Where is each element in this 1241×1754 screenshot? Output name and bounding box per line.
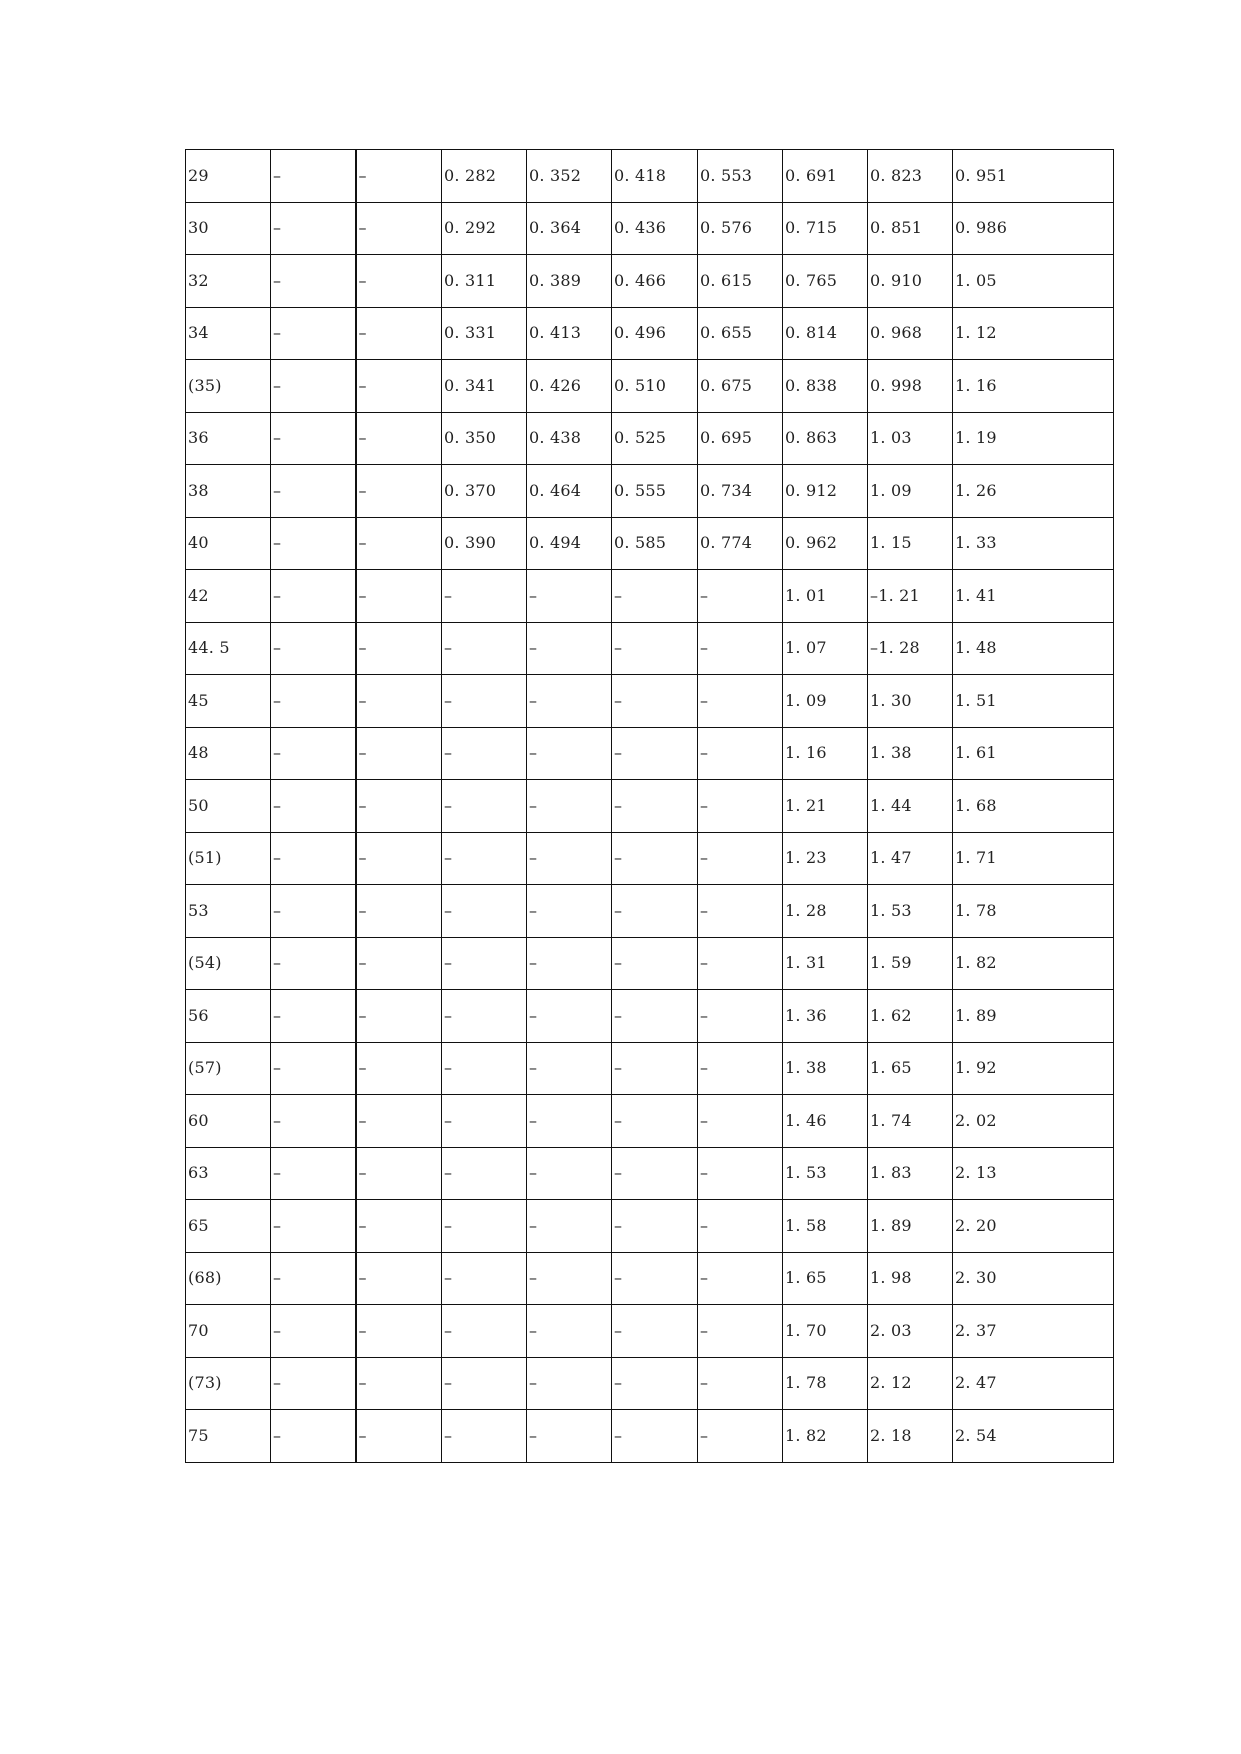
table-cell: 56	[186, 990, 271, 1043]
table-cell: 2. 02	[953, 1095, 1114, 1148]
table-cell: –	[271, 675, 356, 728]
table-cell: 36	[186, 412, 271, 465]
table-cell: –	[271, 1042, 356, 1095]
table-cell: –	[356, 727, 442, 780]
table-cell: –	[442, 1095, 527, 1148]
table-cell: 2. 20	[953, 1200, 1114, 1253]
table-cell: 0. 998	[868, 360, 953, 413]
table-row	[186, 1252, 1114, 1305]
table-cell: –	[612, 1042, 698, 1095]
table-cell: 0. 389	[527, 255, 612, 308]
table-cell: 42	[186, 570, 271, 623]
table-cell: 2. 18	[868, 1410, 953, 1463]
table-cell: –	[612, 885, 698, 938]
table-cell: 48	[186, 727, 271, 780]
table-cell: 1. 16	[953, 360, 1114, 413]
table-cell: –	[356, 780, 442, 833]
table-cell: 0. 426	[527, 360, 612, 413]
table-cell: 1. 09	[783, 675, 868, 728]
table-cell: –	[356, 885, 442, 938]
table-cell: –	[271, 937, 356, 990]
table-cell: –	[612, 1410, 698, 1463]
table-cell: –	[356, 1357, 442, 1410]
table-cell: 53	[186, 885, 271, 938]
table-cell: –	[356, 1410, 442, 1463]
table-cell: –	[698, 622, 783, 675]
table-row	[186, 202, 1114, 255]
table-cell: 1. 83	[868, 1147, 953, 1200]
table-cell: –	[356, 1147, 442, 1200]
table-cell: 70	[186, 1305, 271, 1358]
table-cell: –	[442, 1042, 527, 1095]
table-row	[186, 885, 1114, 938]
table-cell: –	[698, 990, 783, 1043]
table-cell: –	[356, 1252, 442, 1305]
table-cell: –	[442, 780, 527, 833]
table-cell: –	[356, 465, 442, 518]
table-cell: 1. 46	[783, 1095, 868, 1148]
table-cell: –	[527, 1200, 612, 1253]
table-cell: –	[271, 1252, 356, 1305]
table-row	[186, 1095, 1114, 1148]
table-cell: 1. 82	[953, 937, 1114, 990]
table-cell: 0. 765	[783, 255, 868, 308]
table-cell: (57)	[186, 1042, 271, 1095]
table-cell: 1. 65	[783, 1252, 868, 1305]
table-cell: –	[271, 990, 356, 1043]
table-cell: –	[271, 832, 356, 885]
table-cell: 1. 26	[953, 465, 1114, 518]
table-cell: 0. 851	[868, 202, 953, 255]
table-cell: 2. 12	[868, 1357, 953, 1410]
table-cell: –	[356, 307, 442, 360]
table-cell: –	[612, 1200, 698, 1253]
table-row	[186, 517, 1114, 570]
table-row	[186, 307, 1114, 360]
table-cell: 1. 98	[868, 1252, 953, 1305]
table-cell: 0. 951	[953, 150, 1114, 203]
table-cell: –1. 28	[868, 622, 953, 675]
table-cell: –	[527, 1095, 612, 1148]
table-cell: 1. 62	[868, 990, 953, 1043]
table-cell: –	[356, 937, 442, 990]
table-cell: 1. 12	[953, 307, 1114, 360]
table-cell: –	[698, 832, 783, 885]
table-cell: 1. 38	[783, 1042, 868, 1095]
table-cell: 50	[186, 780, 271, 833]
table-row	[186, 780, 1114, 833]
table-cell: 1. 47	[868, 832, 953, 885]
table-cell: 32	[186, 255, 271, 308]
table-cell: –	[612, 727, 698, 780]
table-cell: 0. 553	[698, 150, 783, 203]
table-cell: 0. 695	[698, 412, 783, 465]
table-cell: –	[442, 1305, 527, 1358]
table-cell: –	[698, 1200, 783, 1253]
table-cell: –	[442, 990, 527, 1043]
table-cell: –	[356, 990, 442, 1043]
table-row	[186, 360, 1114, 413]
table-cell: 0. 390	[442, 517, 527, 570]
table-cell: –	[612, 570, 698, 623]
table-cell: 1. 30	[868, 675, 953, 728]
table-cell: 0. 691	[783, 150, 868, 203]
table-cell: 2. 30	[953, 1252, 1114, 1305]
table-cell: –	[271, 307, 356, 360]
table-cell: –	[356, 1095, 442, 1148]
table-cell: 0. 655	[698, 307, 783, 360]
table-cell: 1. 38	[868, 727, 953, 780]
table-cell: 1. 89	[868, 1200, 953, 1253]
table-cell: 0. 814	[783, 307, 868, 360]
table-cell: 0. 823	[868, 150, 953, 203]
table-row	[186, 570, 1114, 623]
table-cell: 60	[186, 1095, 271, 1148]
table-cell: 2. 47	[953, 1357, 1114, 1410]
table-cell: 0. 370	[442, 465, 527, 518]
table-cell: 0. 962	[783, 517, 868, 570]
table-cell: 0. 910	[868, 255, 953, 308]
table-cell: 0. 311	[442, 255, 527, 308]
table-cell: 0. 418	[612, 150, 698, 203]
table-cell: –	[271, 202, 356, 255]
table-cell: 63	[186, 1147, 271, 1200]
table-cell: 0. 282	[442, 150, 527, 203]
table-cell: 1. 21	[783, 780, 868, 833]
table-cell: –	[356, 570, 442, 623]
table-cell: 0. 525	[612, 412, 698, 465]
table-cell: 1. 78	[783, 1357, 868, 1410]
table-cell: –	[527, 1042, 612, 1095]
table-cell: –	[271, 1357, 356, 1410]
table-cell: 0. 466	[612, 255, 698, 308]
table-cell: –	[612, 780, 698, 833]
table-cell: –	[527, 937, 612, 990]
table-row	[186, 412, 1114, 465]
table-row	[186, 622, 1114, 675]
table-cell: –	[527, 1252, 612, 1305]
table-cell: –	[442, 727, 527, 780]
table-cell: 40	[186, 517, 271, 570]
table-cell: 1. 01	[783, 570, 868, 623]
table-cell: –	[527, 675, 612, 728]
table-cell: –	[356, 832, 442, 885]
table-cell: –	[612, 1357, 698, 1410]
table-body	[186, 150, 1114, 1463]
table-row	[186, 150, 1114, 203]
table-cell: 1. 59	[868, 937, 953, 990]
table-cell: 2. 37	[953, 1305, 1114, 1358]
table-row	[186, 1200, 1114, 1253]
table-cell: –	[356, 255, 442, 308]
table-cell: –	[271, 622, 356, 675]
table-cell: 0. 675	[698, 360, 783, 413]
table-cell: –	[527, 570, 612, 623]
table-cell: 1. 82	[783, 1410, 868, 1463]
table-cell: 1. 28	[783, 885, 868, 938]
table-row	[186, 465, 1114, 518]
table-cell: –	[612, 990, 698, 1043]
table-cell: –	[612, 937, 698, 990]
table-cell: 0. 734	[698, 465, 783, 518]
table-cell: –	[442, 1252, 527, 1305]
table-cell: –	[612, 675, 698, 728]
table-cell: 1. 65	[868, 1042, 953, 1095]
table-cell: –	[271, 1095, 356, 1148]
table-cell: –	[612, 1147, 698, 1200]
table-cell: –	[271, 1200, 356, 1253]
table-cell: –	[527, 990, 612, 1043]
table-cell: 1. 31	[783, 937, 868, 990]
table-cell: –	[527, 832, 612, 885]
table-cell: –	[698, 1305, 783, 1358]
table-cell: 1. 89	[953, 990, 1114, 1043]
table-cell: –	[442, 885, 527, 938]
table-cell: 0. 364	[527, 202, 612, 255]
table-cell: 1. 78	[953, 885, 1114, 938]
table-row	[186, 990, 1114, 1043]
table-cell: 1. 51	[953, 675, 1114, 728]
table-cell: –	[527, 1147, 612, 1200]
table-cell: (35)	[186, 360, 271, 413]
table-cell: –	[527, 1410, 612, 1463]
table-cell: 1. 19	[953, 412, 1114, 465]
table-cell: –	[527, 727, 612, 780]
table-cell: –	[527, 885, 612, 938]
table-cell: 1. 71	[953, 832, 1114, 885]
table-cell: –	[442, 1147, 527, 1200]
table-cell: –	[271, 1147, 356, 1200]
table-cell: –	[698, 1410, 783, 1463]
table-cell: 2. 13	[953, 1147, 1114, 1200]
table-cell: 38	[186, 465, 271, 518]
table-cell: 1. 33	[953, 517, 1114, 570]
table-cell: 1. 92	[953, 1042, 1114, 1095]
table-cell: –	[356, 202, 442, 255]
table-cell: 1. 58	[783, 1200, 868, 1253]
table-cell: 0. 555	[612, 465, 698, 518]
table-cell: 0. 413	[527, 307, 612, 360]
table-cell: (73)	[186, 1357, 271, 1410]
table-cell: –	[442, 832, 527, 885]
table-cell: 0. 496	[612, 307, 698, 360]
table-cell: –	[356, 622, 442, 675]
table-row	[186, 255, 1114, 308]
table-cell: 0. 350	[442, 412, 527, 465]
table-cell: 2. 54	[953, 1410, 1114, 1463]
table-cell: –	[698, 885, 783, 938]
table-cell: 1. 16	[783, 727, 868, 780]
table-cell: –	[527, 1305, 612, 1358]
table-cell: –	[271, 1305, 356, 1358]
table-cell: –	[527, 622, 612, 675]
table-cell: –	[271, 465, 356, 518]
table-row	[186, 1042, 1114, 1095]
table-cell: 30	[186, 202, 271, 255]
table-cell: 1. 03	[868, 412, 953, 465]
table-cell: –	[698, 1252, 783, 1305]
table-row	[186, 1357, 1114, 1410]
table-cell: –	[527, 780, 612, 833]
table-cell: 1. 53	[783, 1147, 868, 1200]
table-cell: 1. 74	[868, 1095, 953, 1148]
table-cell: 0. 863	[783, 412, 868, 465]
table-cell: 0. 510	[612, 360, 698, 413]
table-cell: –	[356, 675, 442, 728]
table-cell: 0. 838	[783, 360, 868, 413]
table-cell: –	[442, 622, 527, 675]
table-cell: 1. 70	[783, 1305, 868, 1358]
table-cell: 0. 615	[698, 255, 783, 308]
table-cell: –	[698, 1095, 783, 1148]
table-row	[186, 727, 1114, 780]
table-cell: –	[698, 1042, 783, 1095]
table-cell: –	[442, 1410, 527, 1463]
table-cell: –	[442, 937, 527, 990]
table-cell: 65	[186, 1200, 271, 1253]
table-cell: –	[698, 727, 783, 780]
table-row	[186, 832, 1114, 885]
table-cell: 1. 23	[783, 832, 868, 885]
table-row	[186, 1147, 1114, 1200]
table-cell: –	[356, 412, 442, 465]
table-cell: 2. 03	[868, 1305, 953, 1358]
table-cell: –	[612, 1305, 698, 1358]
table-cell: –	[698, 570, 783, 623]
table-cell: (54)	[186, 937, 271, 990]
data-table	[185, 149, 1114, 1463]
table-cell: 0. 494	[527, 517, 612, 570]
table-cell: 0. 576	[698, 202, 783, 255]
table-cell: –	[612, 832, 698, 885]
table-cell: 1. 15	[868, 517, 953, 570]
table-cell: –	[356, 150, 442, 203]
table-cell: –	[612, 622, 698, 675]
table-cell: –	[271, 412, 356, 465]
table-cell: –	[356, 1042, 442, 1095]
table-cell: –	[271, 150, 356, 203]
table-cell: –	[698, 675, 783, 728]
table-cell: 29	[186, 150, 271, 203]
table-cell: 0. 774	[698, 517, 783, 570]
table-cell: –	[698, 1357, 783, 1410]
table-cell: –	[527, 1357, 612, 1410]
table-cell: 0. 912	[783, 465, 868, 518]
table-cell: –	[698, 937, 783, 990]
table-cell: –	[356, 1200, 442, 1253]
table-cell: (68)	[186, 1252, 271, 1305]
table-cell: –	[271, 255, 356, 308]
table-cell: –	[698, 1147, 783, 1200]
table-cell: 0. 464	[527, 465, 612, 518]
table-row	[186, 937, 1114, 990]
table-cell: 0. 968	[868, 307, 953, 360]
table-cell: 44. 5	[186, 622, 271, 675]
table-cell: 1. 05	[953, 255, 1114, 308]
table-cell: –	[271, 360, 356, 413]
table-cell: –	[612, 1252, 698, 1305]
table-cell: –	[442, 570, 527, 623]
table-cell: 1. 68	[953, 780, 1114, 833]
table-cell: 1. 44	[868, 780, 953, 833]
table-cell: 0. 438	[527, 412, 612, 465]
table-cell: –	[271, 885, 356, 938]
table-cell: 1. 07	[783, 622, 868, 675]
table-cell: 75	[186, 1410, 271, 1463]
table-cell: 34	[186, 307, 271, 360]
table-cell: 1. 09	[868, 465, 953, 518]
table-cell: –	[612, 1095, 698, 1148]
table-row	[186, 675, 1114, 728]
table-cell: –	[356, 1305, 442, 1358]
table-cell: –	[271, 517, 356, 570]
table-cell: –	[356, 517, 442, 570]
table-cell: 1. 61	[953, 727, 1114, 780]
table-row	[186, 1305, 1114, 1358]
table-row	[186, 1410, 1114, 1463]
table-cell: 0. 715	[783, 202, 868, 255]
table-cell: 0. 352	[527, 150, 612, 203]
table-cell: 0. 585	[612, 517, 698, 570]
table-cell: 0. 436	[612, 202, 698, 255]
table-cell: 0. 341	[442, 360, 527, 413]
table-cell: –	[271, 780, 356, 833]
table-cell: –	[271, 1410, 356, 1463]
table-cell: –	[698, 780, 783, 833]
table-cell: –	[356, 360, 442, 413]
table-cell: –	[442, 675, 527, 728]
table-cell: 0. 986	[953, 202, 1114, 255]
table-cell: 1. 48	[953, 622, 1114, 675]
table-cell: –	[442, 1357, 527, 1410]
table-cell: –	[271, 727, 356, 780]
table-cell: 45	[186, 675, 271, 728]
table-cell: 1. 41	[953, 570, 1114, 623]
table-cell: 1. 53	[868, 885, 953, 938]
table-cell: 1. 36	[783, 990, 868, 1043]
table-cell: –	[442, 1200, 527, 1253]
table-cell: –1. 21	[868, 570, 953, 623]
table-cell: (51)	[186, 832, 271, 885]
table-cell: 0. 292	[442, 202, 527, 255]
table-cell: –	[271, 570, 356, 623]
table-cell: 0. 331	[442, 307, 527, 360]
